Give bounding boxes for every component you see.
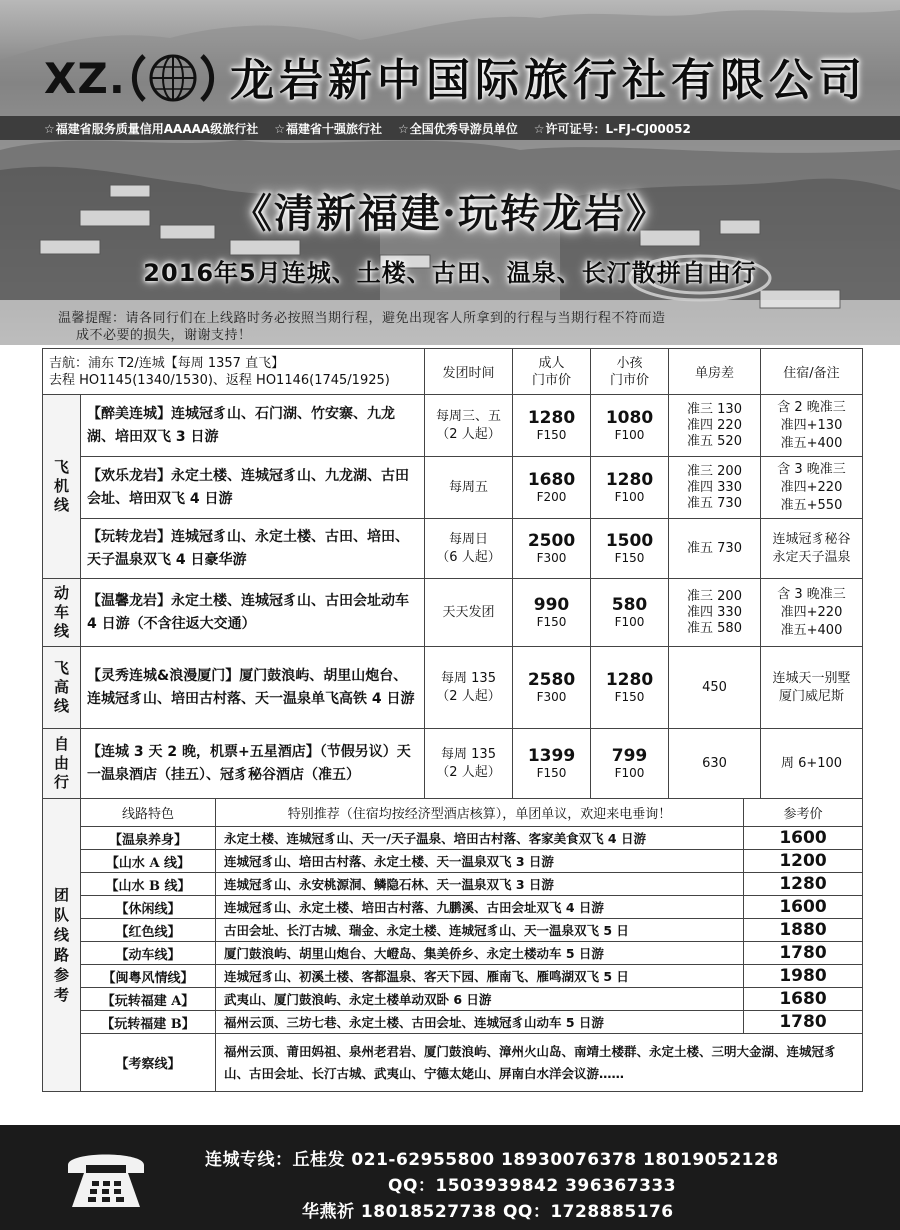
table-row [43, 988, 863, 1011]
single-diff: 准五 730 [669, 519, 761, 579]
group-route-desc: 福州云顶、莆田妈祖、泉州老君岩、厦门鼓浪屿、漳州火山岛、南靖土楼群、永定土楼、三明大金湖、连城冠豸山、古田会址、长汀古城、武夷山、宁德太姥山、屏南白水洋会议游…… [216, 1034, 863, 1092]
stay-note: 周 6+100 [761, 729, 863, 799]
table-row [43, 647, 863, 729]
category-train: 动 车 线 [43, 579, 81, 647]
adult-price: 1680 F200 [513, 457, 591, 519]
credential-item: ☆全国优秀导游员单位 [397, 121, 518, 136]
table-row [43, 519, 863, 579]
group-route-name: 【动车线】 [81, 942, 216, 965]
single-diff: 450 [669, 647, 761, 729]
schedule: 每周日 （6 人起） [425, 519, 513, 579]
group-route-price: 1680 [744, 988, 863, 1011]
stay-note: 连城天一别墅 厦门威尼斯 [761, 647, 863, 729]
schedule: 每周五 [425, 457, 513, 519]
single-diff: 准三 200 准四 330 准五 730 [669, 457, 761, 519]
route-name: 【连城 3 天 2 晚，机票+五星酒店】（节假另议）天一温泉酒店（挂五）、冠豸秘谷酒店（准五） [81, 729, 425, 799]
child-price: 799 F100 [591, 729, 669, 799]
table-row [43, 873, 863, 896]
child-price: 1500 F150 [591, 519, 669, 579]
schedule: 天天发团 [425, 579, 513, 647]
adult-price: 1280 F150 [513, 395, 591, 457]
table-row [43, 457, 863, 519]
route-name: 【欢乐龙岩】永定土楼、连城冠豸山、九龙湖、古田会址、培田双飞 4 日游 [81, 457, 425, 519]
stay-note: 含 3 晚准三 准四+220 准五+550 [761, 457, 863, 519]
notice [58, 310, 878, 344]
notice-line: 温馨提醒：请各同行们在上线路时务必按照当期行程，避免出现客人所拿到的行程与当期行程不符而造 [58, 311, 666, 326]
contact-line: 连城专线：丘桂发 021-62955800 18930076378 18019052128 [205, 1150, 779, 1170]
schedule: 每周 135 （2 人起） [425, 729, 513, 799]
table-row [43, 579, 863, 647]
group-route-price: 1980 [744, 965, 863, 988]
main-title: 《清新福建·玩转龙岩》 [232, 190, 668, 237]
credential-item: ☆福建省服务质量信用AAAAA级旅行社 [44, 121, 259, 136]
col-single-diff: 单房差 [669, 349, 761, 395]
group-route-desc: 连城冠豸山、永安桃源洞、鳞隐石林、天一温泉双飞 3 日游 [216, 873, 744, 896]
star-icon: ☆ [274, 121, 285, 136]
group-route-desc: 福州云顶、三坊七巷、永定土楼、古田会址、连城冠豸山动车 5 日游 [216, 1011, 744, 1034]
group-route-price: 1880 [744, 919, 863, 942]
group-route-price: 1780 [744, 1011, 863, 1034]
table-row [43, 965, 863, 988]
group-route-price: 1600 [744, 896, 863, 919]
star-icon: ☆ [44, 121, 55, 136]
table-row [43, 827, 863, 850]
company-name: 龙岩新中国际旅行社有限公司 [230, 55, 867, 106]
table-row [43, 850, 863, 873]
child-price: 1280 F100 [591, 457, 669, 519]
contact-line: QQ：1503939842 396367333 [388, 1176, 677, 1196]
group-route-name: 【玩转福建 B】 [81, 1011, 216, 1034]
table-row [43, 919, 863, 942]
group-route-name: 【山水 A 线】 [81, 850, 216, 873]
logo-text: XZ. [44, 53, 126, 103]
col-ref-price: 参考价 [744, 799, 863, 827]
col-feature: 线路特色 [81, 799, 216, 827]
group-route-name: 【休闲线】 [81, 896, 216, 919]
category-group-tour: 团 队 线 路 参 考 [43, 799, 81, 1092]
credential-item: ☆福建省十强旅行社 [274, 121, 382, 136]
adult-price: 1399 F150 [513, 729, 591, 799]
schedule: 每周三、五 （2 人起） [425, 395, 513, 457]
schedule: 每周 135 （2 人起） [425, 647, 513, 729]
star-icon: ☆ [397, 121, 409, 136]
group-route-desc: 连城冠豸山、初溪土楼、客都温泉、客天下园、雁南飞、雁鸣湖双飞 5 日 [216, 965, 744, 988]
table-row [43, 395, 863, 457]
col-recommend: 特别推荐（住宿均按经济型酒店核算），单团单议，欢迎来电垂询！ [216, 799, 744, 827]
col-adult-price: 成人 门市价 [513, 349, 591, 395]
group-route-price: 1600 [744, 827, 863, 850]
stay-note: 含 2 晚准三 准四+130 准五+400 [761, 395, 863, 457]
group-tour-table [42, 798, 863, 1092]
group-route-name: 【考察线】 [81, 1034, 216, 1092]
group-route-name: 【红色线】 [81, 919, 216, 942]
route-name: 【醉美连城】连城冠豸山、石门湖、竹安寨、九龙湖、培田双飞 3 日游 [81, 395, 425, 457]
credentials-bar [0, 116, 900, 140]
group-route-desc: 古田会址、长汀古城、瑞金、永定土楼、连城冠豸山、天一温泉双飞 5 日 [216, 919, 744, 942]
table-row [43, 1011, 863, 1034]
stay-note: 含 3 晚准三 准四+220 准五+400 [761, 579, 863, 647]
route-name: 【玩转龙岩】连城冠豸山、永定土楼、古田、培田、天子温泉双飞 4 日豪华游 [81, 519, 425, 579]
credential-item: ☆许可证号：L-FJ-CJ00052 [533, 121, 691, 136]
group-route-name: 【闽粤风情线】 [81, 965, 216, 988]
group-route-name: 【温泉养身】 [81, 827, 216, 850]
category-fly-rail: 飞 高 线 [43, 647, 81, 729]
contact-line: 华燕祈 18018527738 QQ：1728885176 [302, 1202, 674, 1222]
group-route-desc: 永定土楼、连城冠豸山、天一/天子温泉、培田古村落、客家美食双飞 4 日游 [216, 827, 744, 850]
route-name: 【灵秀连城&浪漫厦门】厦门鼓浪屿、胡里山炮台、连城冠豸山、培田古村落、天一温泉单飞高铁 4 日游 [81, 647, 425, 729]
stay-note: 连城冠豸秘谷 永定天子温泉 [761, 519, 863, 579]
group-route-name: 【山水 B 线】 [81, 873, 216, 896]
col-stay-note: 住宿/备注 [761, 349, 863, 395]
child-price: 1280 F150 [591, 647, 669, 729]
adult-price: 2580 F300 [513, 647, 591, 729]
group-route-desc: 连城冠豸山、永定土楼、培田古村落、九鹏溪、古田会址双飞 4 日游 [216, 896, 744, 919]
group-route-desc: 武夷山、厦门鼓浪屿、永定土楼单动双卧 6 日游 [216, 988, 744, 1011]
group-route-price: 1200 [744, 850, 863, 873]
adult-price: 990 F150 [513, 579, 591, 647]
flight-info: 吉航：浦东 T2/连城【每周 1357 直飞】 去程 HO1145(1340/1530)、返程 HO1146(1745/1925) [43, 349, 425, 395]
col-departure: 发团时间 [425, 349, 513, 395]
star-icon: ☆ [533, 121, 545, 136]
header-banner [0, 0, 900, 345]
table-row [43, 896, 863, 919]
table-row [43, 942, 863, 965]
group-route-desc: 厦门鼓浪屿、胡里山炮台、大嶝岛、集美侨乡、永定土楼动车 5 日游 [216, 942, 744, 965]
globe-logo-icon [130, 46, 216, 110]
telephone-icon [62, 1143, 150, 1213]
table-header-row [43, 349, 863, 395]
route-name: 【温馨龙岩】永定土楼、连城冠豸山、古田会址动车 4 日游（不含往返大交通） [81, 579, 425, 647]
notice-line: 成不必要的损失，谢谢支持！ [76, 328, 252, 343]
group-route-name: 【玩转福建 A】 [81, 988, 216, 1011]
tour-price-table [42, 348, 863, 799]
group-route-price: 1780 [744, 942, 863, 965]
single-diff: 准三 200 准四 330 准五 580 [669, 579, 761, 647]
group-header-row [43, 799, 863, 827]
single-diff: 准三 130 准四 220 准五 520 [669, 395, 761, 457]
company-logo [44, 46, 216, 110]
col-child-price: 小孩 门市价 [591, 349, 669, 395]
category-free-travel: 自 由 行 [43, 729, 81, 799]
sub-title: 2016年5月连城、土楼、古田、温泉、长汀散拼自由行 [143, 259, 757, 287]
single-diff: 630 [669, 729, 761, 799]
child-price: 580 F100 [591, 579, 669, 647]
table-row [43, 729, 863, 799]
adult-price: 2500 F300 [513, 519, 591, 579]
contact-footer [0, 1125, 900, 1230]
table-row [43, 1034, 863, 1092]
category-flight: 飞 机 线 [43, 395, 81, 579]
group-route-desc: 连城冠豸山、培田古村落、永定土楼、天一温泉双飞 3 日游 [216, 850, 744, 873]
group-route-price: 1280 [744, 873, 863, 896]
child-price: 1080 F100 [591, 395, 669, 457]
